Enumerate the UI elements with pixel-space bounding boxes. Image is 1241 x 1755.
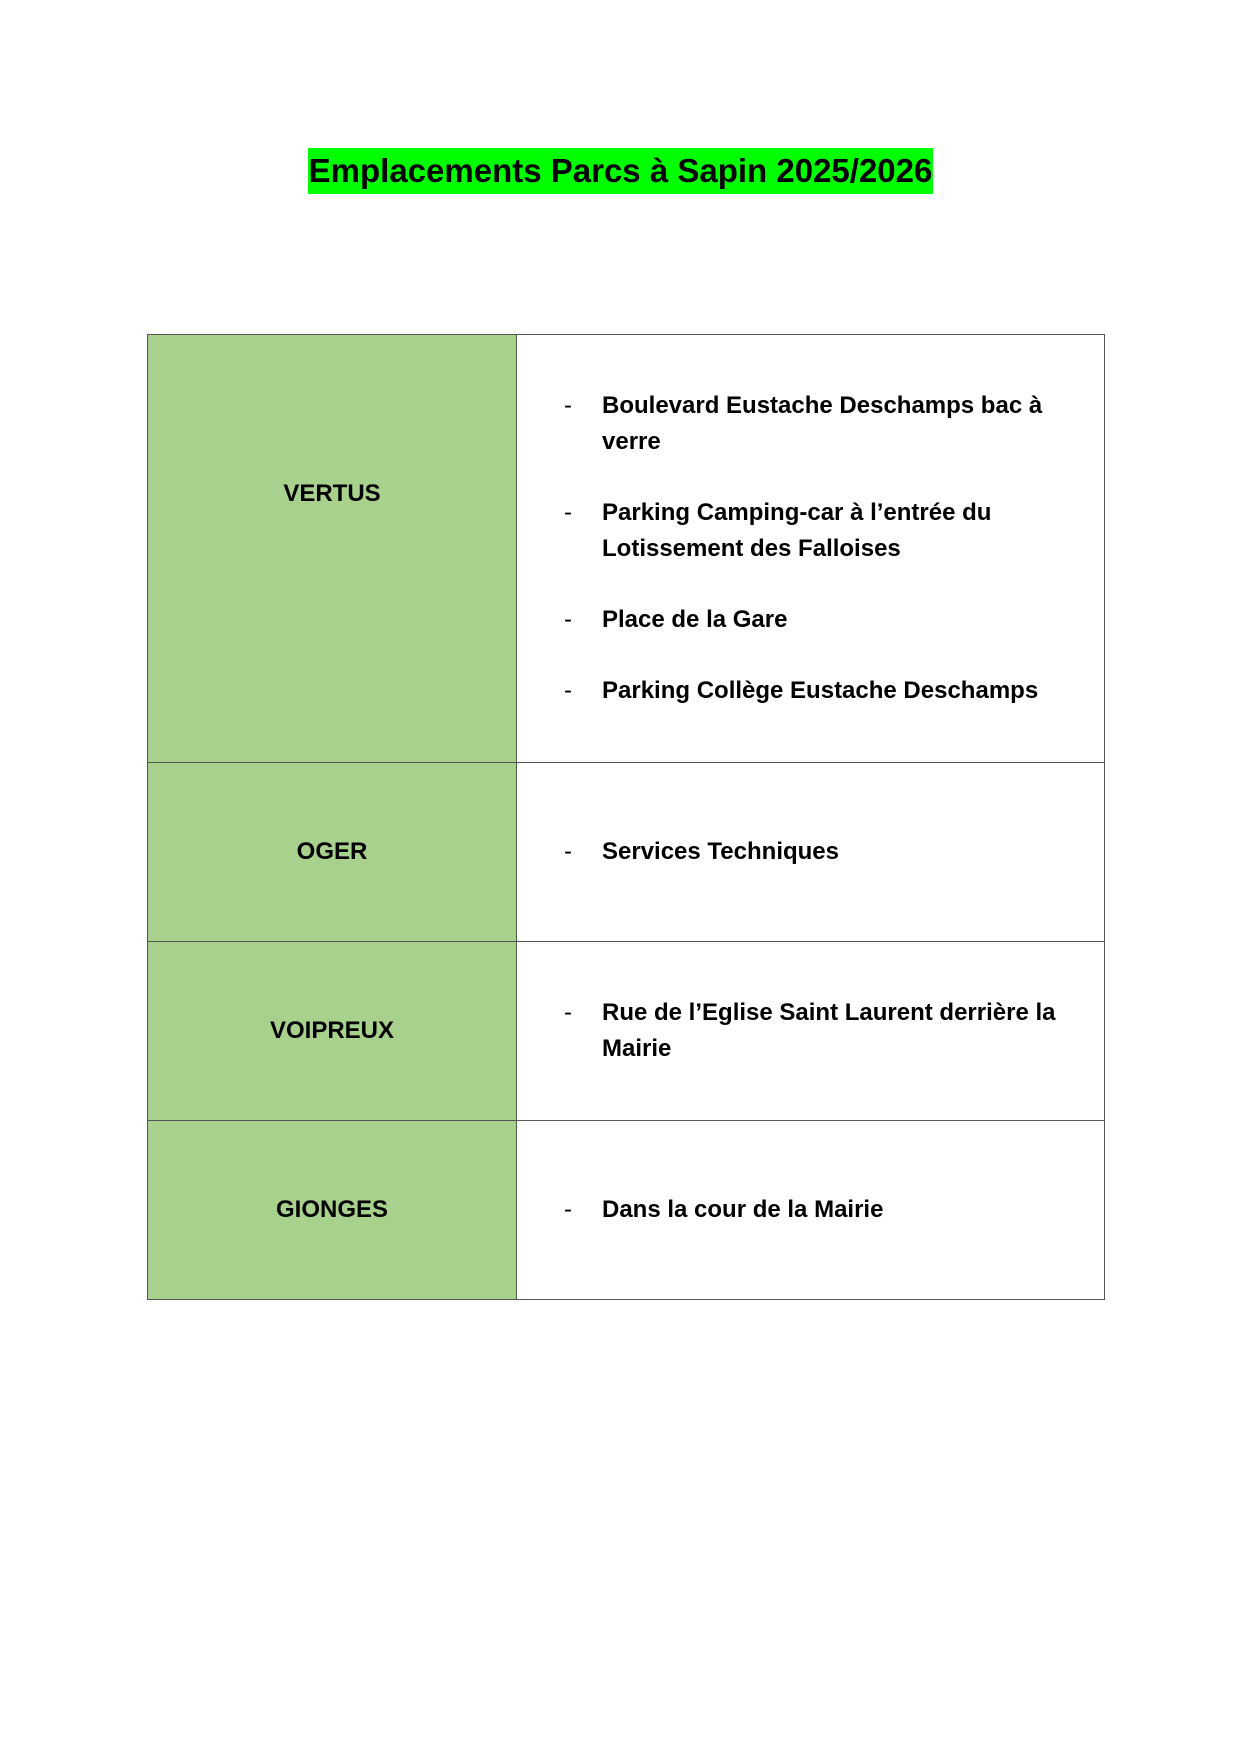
commune-name: VOIPREUX [269,1017,395,1044]
place-text: Dans la cour de la Mairie [602,1196,884,1223]
dash-marker: - [564,999,572,1026]
list-item [517,1192,1084,1228]
dash-marker: - [564,838,572,865]
list-item [517,995,1084,1067]
places-cell [517,1121,1105,1300]
place-list [517,388,1104,709]
list-item [517,602,1084,638]
commune-cell [148,1121,517,1300]
table-row [148,335,1105,763]
places-cell [517,335,1105,763]
commune-name: OGER [296,838,368,865]
list-item [517,834,1084,870]
table-row [148,1121,1105,1300]
locations-table [147,334,1105,1300]
place-text: Place de la Gare [602,606,788,633]
commune-cell [148,335,517,763]
table-row [148,942,1105,1121]
page-title: Emplacements Parcs à Sapin 2025/2026 [308,148,934,194]
dash-marker: - [564,606,572,633]
table-row [148,763,1105,942]
place-text: Services Techniques [602,838,839,865]
title-container [0,148,1241,194]
place-text: Parking Collège Eustache Deschamps [602,677,1039,704]
list-item [517,495,1084,567]
list-item [517,388,1084,460]
dash-marker: - [564,392,572,419]
dash-marker: - [564,499,572,526]
place-list [517,1192,1104,1228]
place-text: Rue de l’Eglise Saint Laurent derrière la Mairie [602,999,1056,1062]
places-cell [517,763,1105,942]
place-list [517,995,1104,1067]
dash-marker: - [564,1196,572,1223]
places-cell [517,942,1105,1121]
place-text: Boulevard Eustache Deschamps bac à verre [602,392,1043,455]
commune-cell [148,942,517,1121]
commune-name: VERTUS [283,480,381,507]
list-item [517,673,1084,709]
dash-marker: - [564,677,572,704]
commune-name: GIONGES [275,1196,389,1223]
place-text: Parking Camping-car à l’entrée du Lotissement des Falloises [602,499,992,562]
commune-cell [148,763,517,942]
place-list [517,834,1104,870]
